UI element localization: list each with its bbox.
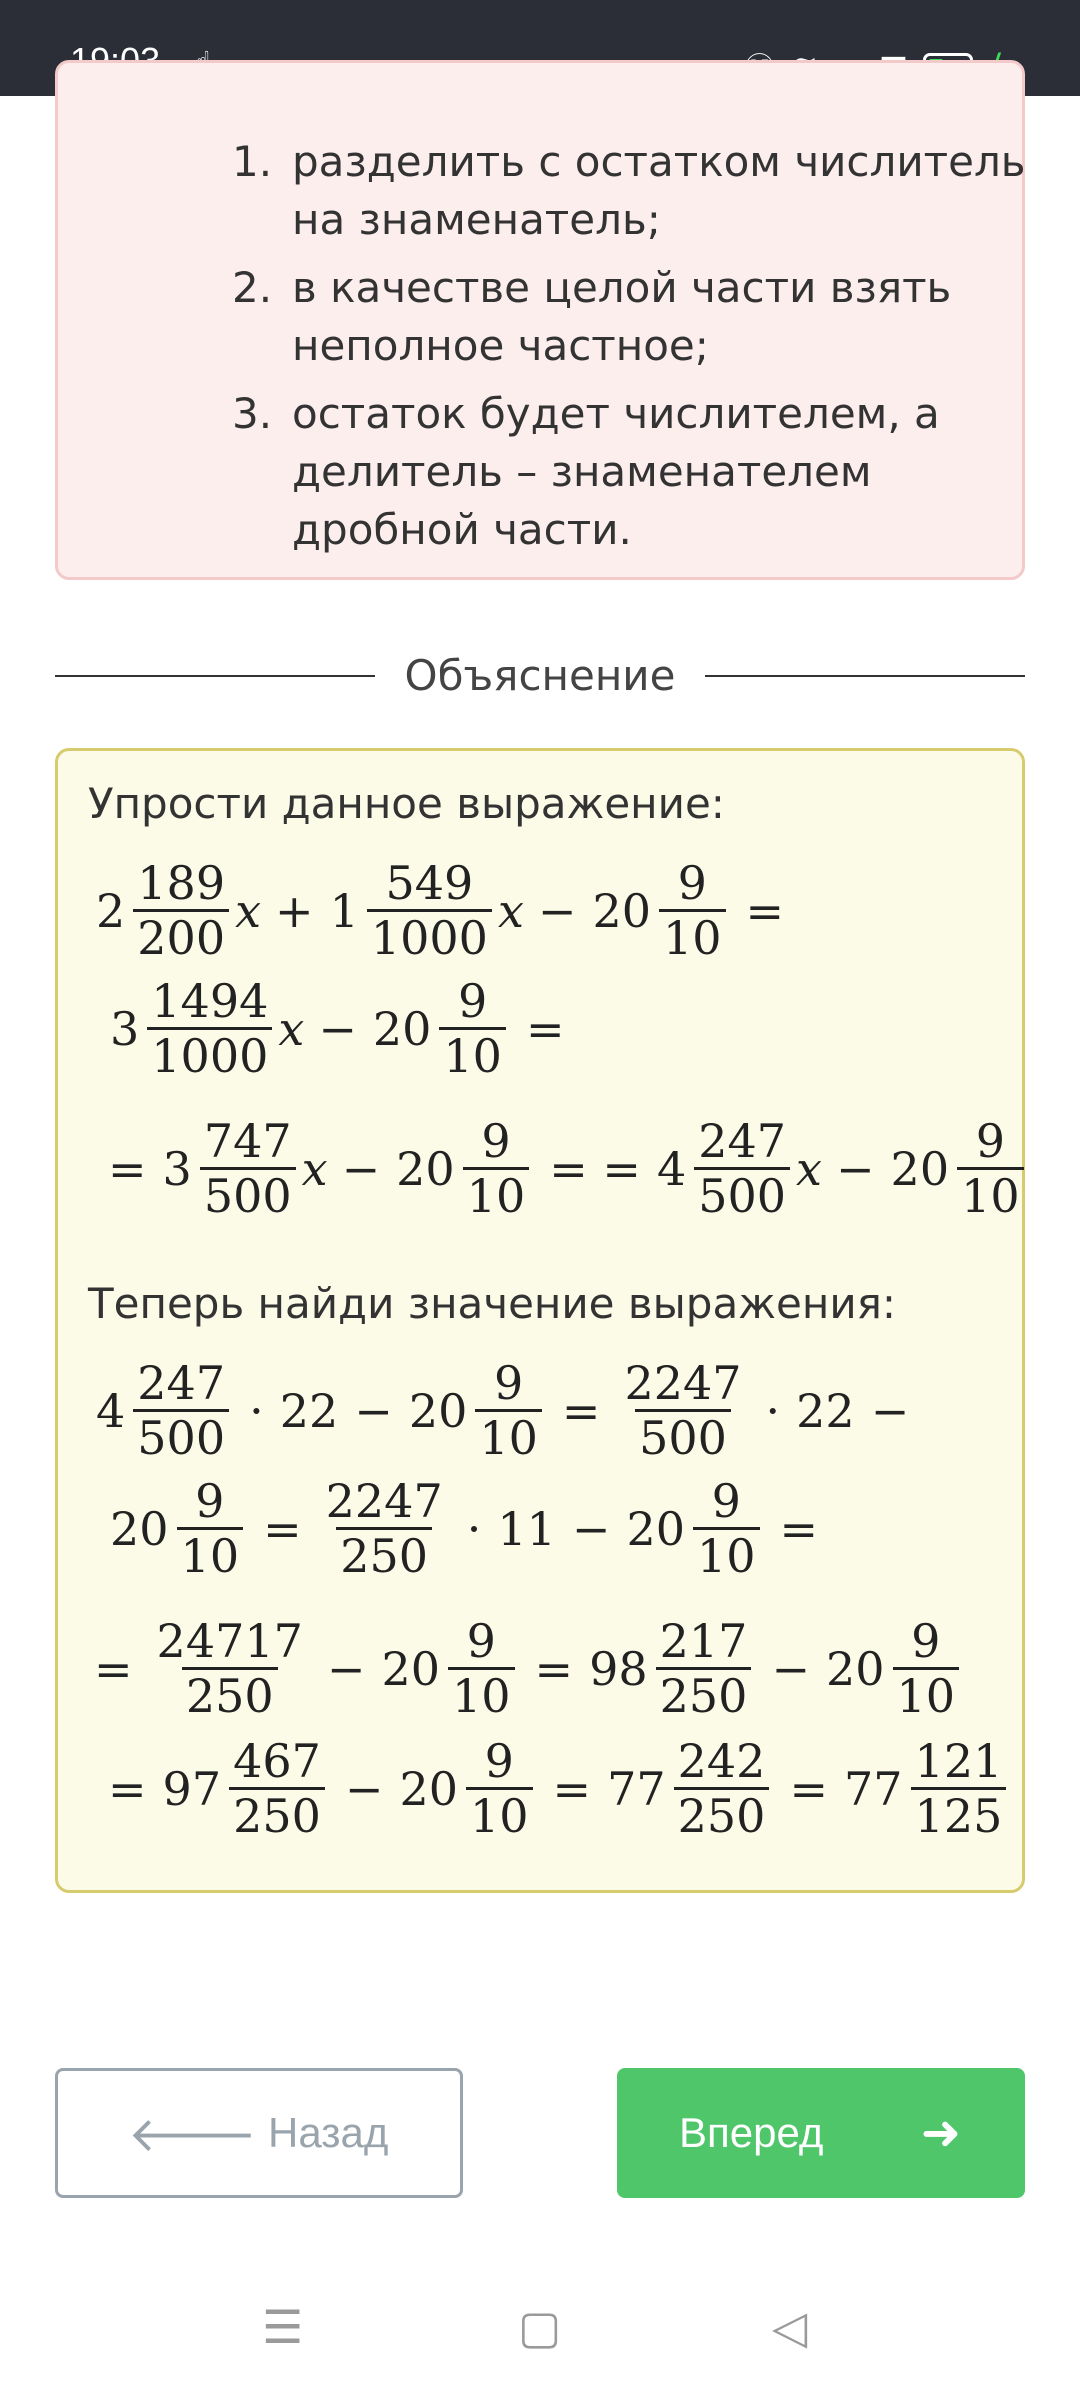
next-button[interactable] <box>617 2068 1025 2198</box>
rule-item: 2. в качестве целой части взять неполное частное; <box>232 263 952 370</box>
math-line-3: = 3 $\frac{747}{500}$ x − 20 $\frac{9}{10}$ = = 4 $\frac{247}{500}$ x − 20 $\frac{9}{10}$ <box>108 1117 1030 1220</box>
eval-line-4: = 97 $\frac{467}{250}$ − 20 $\frac{9}{10}$ = 77 $\frac{242}{250}$ = 77 $\frac{121}{125}$ <box>108 1737 1012 1840</box>
eval-line-1: 4 $\frac{247}{500}$ · 22 − 20 $\frac{9}{10}$ = $\frac{2247}{500}$ · 22 − <box>96 1356 910 1465</box>
arrow-left-icon: 🡐 <box>128 2108 257 2162</box>
rule-list <box>232 133 1038 569</box>
menu-icon[interactable]: ☰ <box>262 2300 304 2354</box>
rule-card <box>55 60 1025 580</box>
explanation-card <box>55 748 1025 1893</box>
math-line-1: 2 $\frac{189}{200}$ x + 1 $\frac{549}{1000}$ x − 20 $\frac{9}{10}$ = <box>96 856 785 965</box>
divider-line-right <box>705 675 1025 677</box>
divider-label: Объяснение <box>404 651 676 700</box>
back-nav-icon[interactable]: ◁ <box>772 2300 808 2354</box>
back-button-label: Назад <box>268 2109 389 2156</box>
system-nav-bar <box>0 2280 1080 2400</box>
rule-item-text: в качестве целой части взять неполное частное; <box>292 263 952 370</box>
rule-item: 3. остаток будет числителем, а делитель – знаменателем дробной части. <box>232 389 940 554</box>
eval-line-3: = $\frac{24717}{250}$ − 20 $\frac{9}{10}$ = 98 $\frac{217}{250}$ − 20 $\frac{9}{10}$ <box>94 1617 965 1720</box>
eval-line-2: 20 $\frac{9}{10}$ = $\frac{2247}{250}$ · 11 − 20 $\frac{9}{10}$ = <box>110 1474 819 1583</box>
math-line-2: 3 $\frac{1494}{1000}$ x − 20 $\frac{9}{10}$ = <box>110 974 565 1083</box>
explanation-divider <box>55 645 1025 705</box>
rule-item-text: разделить с остатком числитель на знаменатель; <box>292 137 1026 244</box>
simplify-label: Упрости данное выражение: <box>88 779 725 828</box>
rule-item-text: остаток будет числителем, а делитель – знаменателем дробной части. <box>292 389 940 554</box>
next-button-label: Вперед <box>679 2109 824 2156</box>
evaluate-label: Теперь найди значение выражения: <box>88 1279 897 1328</box>
arrow-right-icon: ➜ <box>920 2107 961 2160</box>
rule-item: 1. разделить с остатком числитель на знаменатель; <box>232 137 1026 244</box>
home-icon[interactable]: ▢ <box>518 2300 562 2354</box>
back-button[interactable] <box>55 2068 463 2198</box>
